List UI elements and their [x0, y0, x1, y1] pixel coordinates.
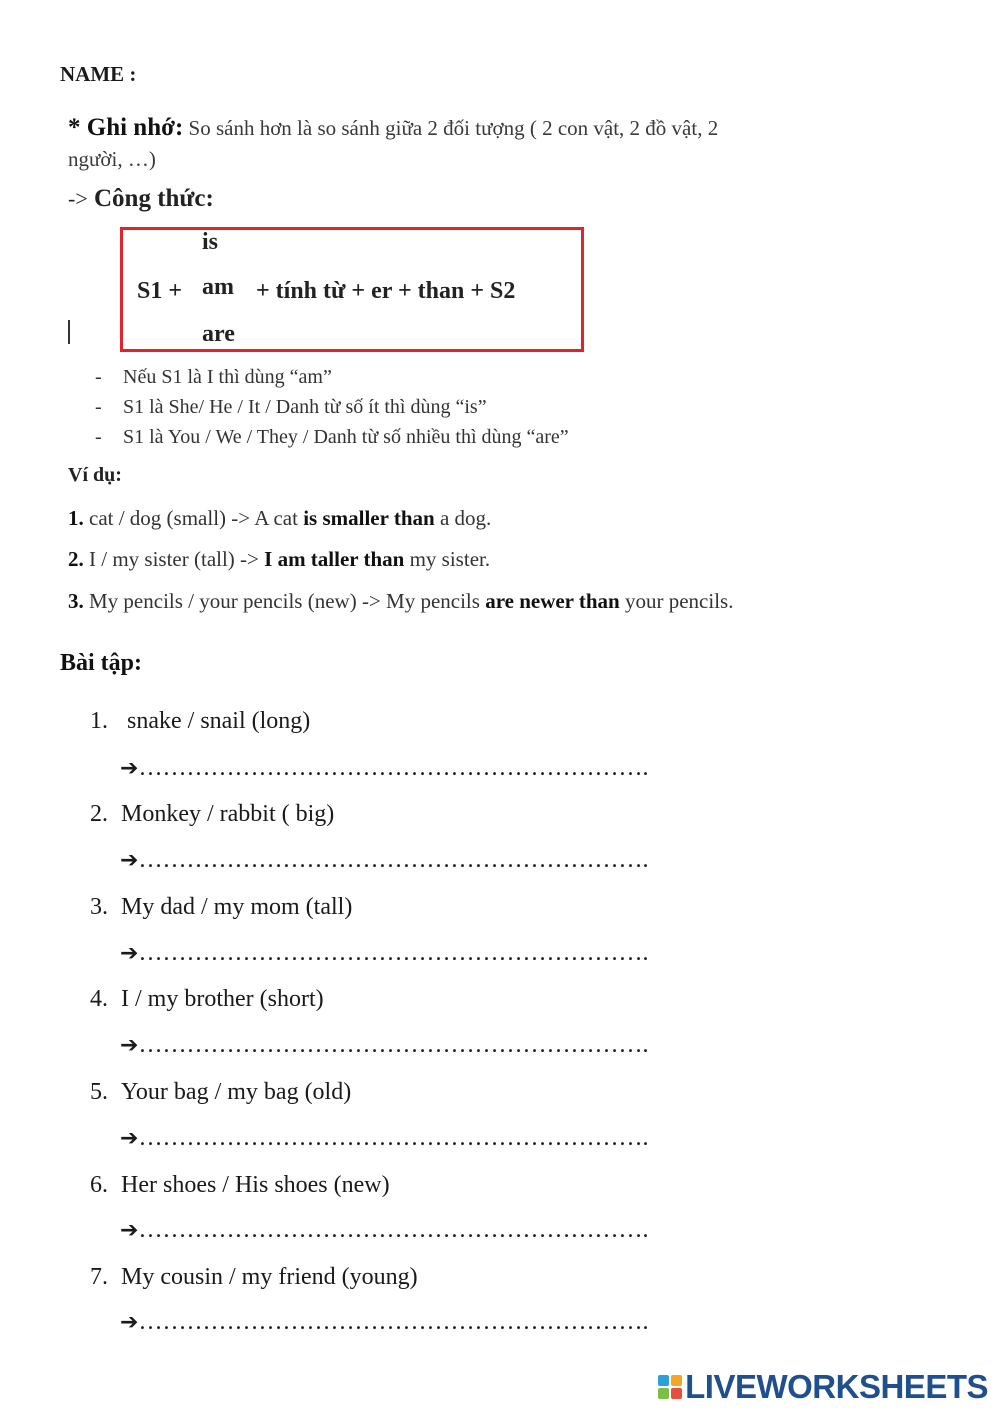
exercise-item: 7. My cousin / my friend (young) — [90, 1264, 418, 1290]
formula-verb-are: are — [202, 321, 235, 347]
arrow-right-icon: ➔ — [120, 1218, 139, 1243]
formula-title-arrow: -> — [68, 186, 88, 211]
answer-field[interactable]: ➔………………………………………………………. — [120, 847, 649, 873]
rule-item: - S1 là She/ He / It / Danh từ số ít thì dùng “is” — [95, 396, 487, 418]
liveworksheets-logo — [658, 1368, 988, 1406]
exercise-item: 4. I / my brother (short) — [90, 986, 324, 1012]
arrow-right-icon: ➔ — [120, 941, 139, 966]
note-text-line1: So sánh hơn là so sánh giữa 2 đối tượng ( 2 con vật, 2 đồ vật, 2 — [183, 116, 719, 140]
answer-field[interactable]: ➔………………………………………………………. — [120, 755, 649, 781]
formula-rest: + tính từ + er + than + S2 — [256, 278, 516, 304]
arrow-right-icon: ➔ — [120, 1126, 139, 1151]
answer-field[interactable]: ➔………………………………………………………. — [120, 1032, 649, 1058]
answer-field[interactable]: ➔………………………………………………………. — [120, 940, 649, 966]
logo-square — [671, 1375, 682, 1386]
formula-title-text: Công thức: — [87, 185, 214, 212]
rule-item: - S1 là You / We / They / Danh từ số nhiều thì dùng “are” — [95, 426, 569, 448]
examples-title: Ví dụ: — [68, 464, 122, 486]
exercise-item: 2. Monkey / rabbit ( big) — [90, 801, 335, 827]
name-label: NAME : — [60, 62, 137, 86]
text-cursor-mark — [68, 320, 70, 344]
formula-s1: S1 + — [137, 278, 183, 304]
exercise-heading: Bài tập: — [60, 650, 143, 676]
arrow-right-icon: ➔ — [120, 1310, 139, 1335]
arrow-right-icon: ➔ — [120, 848, 139, 873]
example-item: 1. cat / dog (small) -> A cat is smaller than a dog. — [68, 506, 492, 530]
exercise-item: 1. snake / snail (long) — [90, 708, 311, 734]
arrow-right-icon: ➔ — [120, 1033, 139, 1058]
answer-field[interactable]: ➔………………………………………………………. — [120, 1125, 649, 1151]
rule-item: - Nếu S1 là I thì dùng “am” — [95, 366, 332, 388]
formula-title — [68, 185, 214, 213]
logo-square — [658, 1388, 669, 1399]
formula-verb-am: am — [202, 274, 234, 300]
note-block — [68, 112, 718, 175]
note-head: * Ghi nhớ: — [68, 114, 184, 141]
logo-text: LIVEWORKSHEETS — [685, 1368, 988, 1405]
logo-square — [658, 1375, 669, 1386]
answer-field[interactable]: ➔………………………………………………………. — [120, 1217, 649, 1243]
logo-square — [671, 1388, 682, 1399]
logo-mark-icon — [658, 1375, 682, 1399]
arrow-right-icon: ➔ — [120, 756, 139, 781]
formula-verb-is: is — [202, 229, 219, 255]
exercise-item: 3. My dad / my mom (tall) — [90, 894, 353, 920]
exercise-item: 5. Your bag / my bag (old) — [90, 1079, 352, 1105]
answer-field[interactable]: ➔………………………………………………………. — [120, 1309, 649, 1335]
example-item: 2. I / my sister (tall) -> I am taller than my sister. — [68, 547, 491, 571]
note-text-line2: người, …) — [68, 147, 156, 171]
exercise-item: 6. Her shoes / His shoes (new) — [90, 1172, 390, 1198]
rules-list — [95, 362, 569, 452]
example-item: 3. My pencils / your pencils (new) -> My pencils are newer than your pencils. — [68, 589, 734, 613]
